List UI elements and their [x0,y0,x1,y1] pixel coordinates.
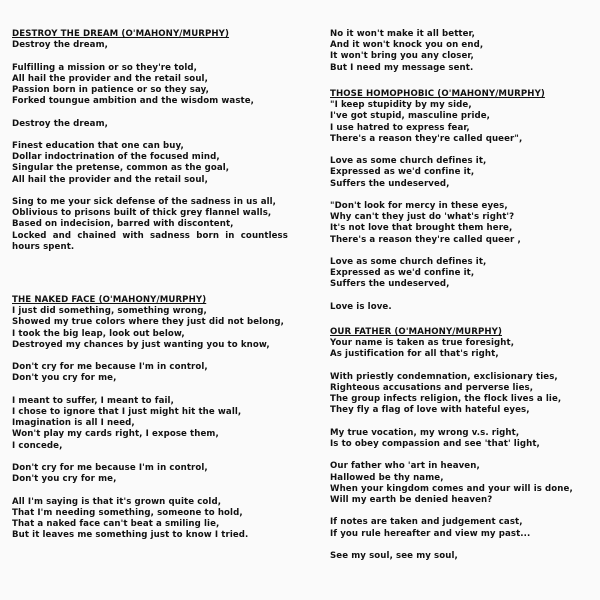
lyric-line: I've got stupid, masculine pride, [330,111,491,122]
lyric-line: Locked and chained with sadness born in countless hours spent. [12,230,288,252]
lyric-line: Love as some church defines it, [330,257,487,267]
lyric-line: Singular the pretense, common as the goal, [12,163,230,174]
lyric-line: Destroy the dream, [12,40,109,51]
lyric-line: All hail the provider and the retail soul, [12,73,208,84]
stanza [12,197,288,253]
lyric-line: Passion born in patience or so they say, [12,85,210,95]
lyric-line: The group infects religion, the flock lives a lie, [330,394,562,405]
lyric-line: I meant to suffer, I meant to fail, [12,395,174,406]
stanza [330,428,592,450]
lyric-line: I just did something, something wrong, [12,306,207,317]
stanza [330,461,592,506]
stanza [330,338,592,360]
stanza [330,201,592,246]
song-those-homophobic [330,89,592,313]
lyric-line: If notes are taken and judgement cast, [330,517,523,528]
lyric-line: All hail the provider and the retail soul, [12,174,208,185]
stanza [330,302,592,313]
stanza [330,372,592,417]
lyric-line: No it won't make it all better, [330,29,475,39]
stanza [12,119,288,130]
lyric-line: Expressed as we'd confine it, [330,167,475,178]
lyric-line: Oblivious to prisons built of thick grey flannel walls, [12,208,272,219]
lyric-line: Destroy the dream, [12,118,109,129]
lyric-line: Based on indecision, barred with discontent, [12,219,234,230]
lyric-line: It won't bring you any closer, [330,51,474,62]
lyric-line: When your kingdom comes and your will is done, [330,483,573,494]
lyric-line: Righteous accusations and perverse lies, [330,383,534,393]
lyric-line: There's a reason they're called queer", [330,133,523,144]
lyric-line: Suffers the undeserved, [330,178,450,189]
lyric-line: Sing to me your sick defense of the sadness in us all, [12,196,277,207]
lyric-line: Our father who 'art in heaven, [330,461,480,472]
song-title: THOSE HOMOPHOBIC (O'MAHONY/MURPHY) [330,89,545,99]
lyric-line: There's a reason they're called queer , [330,234,521,245]
stanza [330,257,592,291]
lyric-line: I concede, [12,440,63,451]
stanza [330,156,592,190]
song-our-father [330,327,592,562]
lyric-line: Your name is taken as true foresight, [330,338,515,349]
stanza [12,497,288,542]
lyric-line: They fly a flag of love with hateful eyes, [330,405,530,416]
stanza [12,306,288,351]
lyric-line: Expressed as we'd confine it, [330,268,475,279]
stanza [330,517,592,539]
lyric-line: Finest education that one can buy, [12,140,184,151]
stanza [12,362,288,384]
lyric-line: Dollar indoctrination of the focused mind, [12,152,220,163]
lyric-line: Fulfilling a mission or so they're told, [12,62,198,73]
lyric-line: Don't cry for me because I'm in control, [12,362,208,373]
lyric-line: As justification for all that's right, [330,349,499,360]
lyric-line: With priestly condemnation, exclisionary ties, [330,371,558,382]
lyric-line: Love as some church defines it, [330,156,487,167]
stanza [12,141,288,186]
intro-verse [330,29,592,74]
lyric-line: That I'm needing something, someone to hold, [12,507,243,518]
lyric-line: Don't you cry for me, [12,474,117,485]
lyric-line: My true vocation, my wrong v.s. right, [330,427,520,438]
lyric-line: I use hatred to express fear, [330,122,470,133]
lyric-line: Don't you cry for me, [12,373,117,384]
lyric-line: Don't cry for me because I'm in control, [12,463,208,473]
lyric-line: Suffers the undeserved, [330,279,450,290]
song-title: THE NAKED FACE (O'MAHONY/MURPHY) [12,295,207,305]
lyric-line: All I'm saying is that it's grown quite cold, [12,496,222,507]
lyric-line: But it leaves me something just to know I tried. [12,530,249,541]
lyric-line: Why can't they just do 'what's right'? [330,212,515,223]
stanza [12,396,288,452]
song-destroy-the-dream [12,29,288,253]
song-title: OUR FATHER (O'MAHONY/MURPHY) [330,327,503,337]
lyric-line: That a naked face can't beat a smiling lie, [12,519,220,529]
stanza [12,40,288,51]
lyric-line: Is to obey compassion and see 'that' light, [330,439,540,449]
lyric-line: It's not love that brought them here, [330,223,513,234]
song-the-naked-face [12,295,288,541]
lyric-line: Hallowed be thy name, [330,472,444,483]
lyric-line: "Don't look for mercy in these eyes, [330,201,508,211]
stanza [12,63,288,108]
lyric-line: But I need my message sent. [330,62,474,73]
lyric-line: See my soul, see my soul, [330,550,458,561]
lyric-line: "I keep stupidity by my side, [330,100,472,111]
lyric-line: Will my earth be denied heaven? [330,495,493,505]
lyric-line: Destroyed my chances by just wanting you to know, [12,339,270,350]
lyric-line: And it won't knock you on end, [330,40,484,51]
lyric-line: Forked toungue ambition and the wisdom waste, [12,96,255,107]
stanza [330,551,592,562]
lyric-line: Won't play my cards right, I expose them, [12,429,219,440]
stanza [330,100,592,145]
lyric-line: I chose to ignore that I just might hit the wall, [12,407,242,417]
lyric-line: I took the big leap, look out below, [12,328,185,339]
song-title: DESTROY THE DREAM (O'MAHONY/MURPHY) [12,29,230,39]
lyric-line: Showed my true colors where they just did not belong, [12,317,285,328]
stanza [12,463,288,485]
lyric-line: Love is love. [330,301,392,312]
lyric-line: If you rule hereafter and view my past... [330,528,531,539]
lyric-line: Imagination is all I need, [12,418,135,429]
stanza [330,29,592,74]
